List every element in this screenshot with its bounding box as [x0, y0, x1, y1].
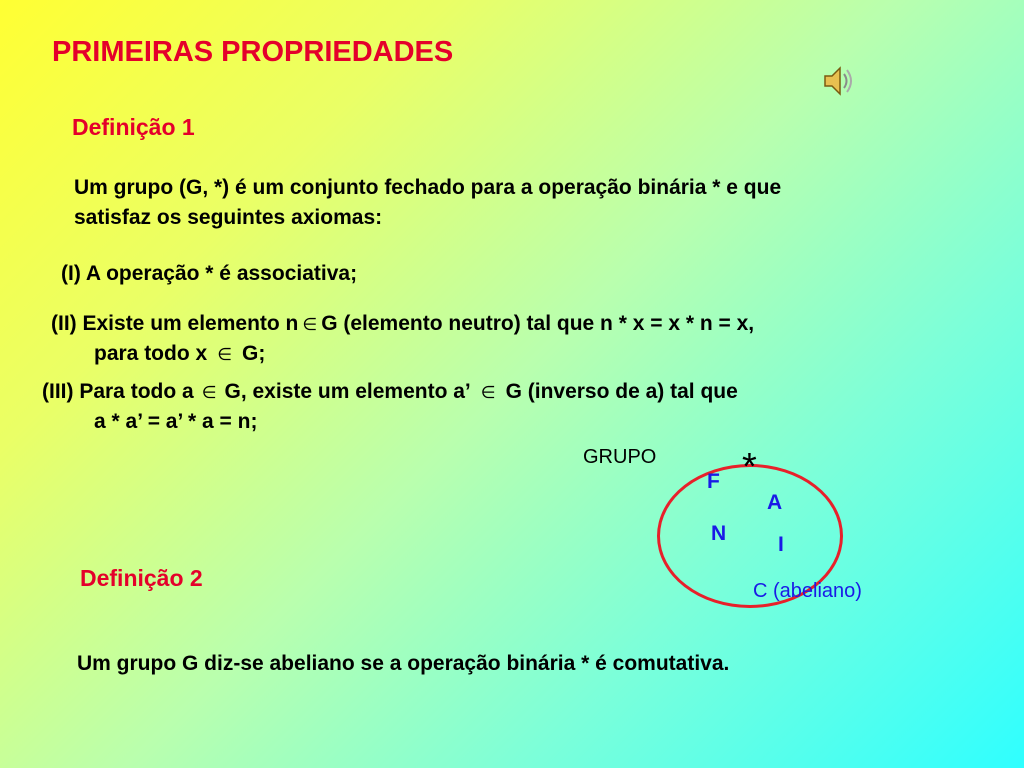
definition-1-line-2: satisfaz os seguintes axiomas:	[74, 206, 383, 229]
slide-title: PRIMEIRAS PROPRIEDADES	[52, 36, 454, 68]
operation-star: *	[742, 446, 757, 488]
axiom-3-text-b: G, existe um elemento a’	[224, 380, 471, 403]
axiom-2-text-a: (II) Existe um elemento n	[51, 312, 299, 335]
definition-1-line-1: Um grupo (G, *) é um conjunto fechado para a operação binária * e que	[74, 176, 782, 199]
axiom-letter-n: N	[711, 522, 727, 545]
axiom-3-text-a: (III) Para todo a	[42, 380, 194, 403]
axiom-3-line-2: a * a’ = a’ * a = n;	[94, 410, 258, 433]
axiom-1: (I) A operação * é associativa;	[61, 262, 358, 285]
axiom-2-line-1	[51, 312, 754, 336]
axiom-2-text-d: G;	[242, 342, 266, 365]
definition-2-label: Definição 2	[80, 565, 203, 591]
axiom-letter-i: I	[778, 533, 784, 556]
axiom-2-text-c: para todo x	[94, 342, 208, 365]
element-of-symbol: ∈	[480, 383, 496, 402]
axiom-3-text-c: G (inverso de a) tal que	[505, 380, 738, 403]
element-of-symbol: ∈	[302, 315, 318, 334]
axiom-letter-c: C (abeliano)	[753, 580, 862, 602]
axiom-2-line-2	[94, 342, 265, 366]
group-label: GRUPO	[583, 446, 657, 468]
definition-1-label: Definição 1	[72, 114, 195, 140]
speaker-icon[interactable]	[822, 64, 856, 103]
axiom-letter-f: F	[707, 470, 720, 493]
axiom-letter-a: A	[767, 491, 783, 514]
element-of-symbol: ∈	[201, 383, 217, 402]
definition-2-text: Um grupo G diz-se abeliano se a operação binária * é comutativa.	[77, 652, 730, 675]
axiom-2-text-b: G (elemento neutro) tal que n * x = x * n = x,	[321, 312, 755, 335]
axiom-3-line-1	[42, 380, 738, 404]
element-of-symbol: ∈	[217, 345, 232, 364]
